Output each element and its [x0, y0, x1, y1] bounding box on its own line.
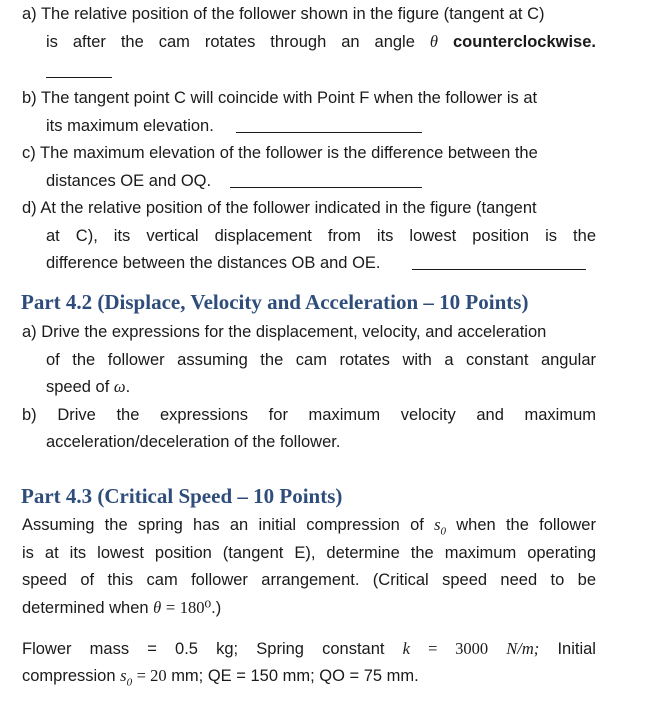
item-prefix: b): [22, 406, 37, 424]
item-text: The tangent point C will coincide with Point F when the follower is at: [40, 89, 538, 107]
theta-symbol: θ: [429, 32, 438, 51]
item-text: The maximum elevation of the follower is the difference between the: [40, 144, 538, 162]
k-unit: N/m;: [506, 639, 540, 658]
item-prefix: c): [22, 144, 36, 162]
given-line2: [22, 666, 419, 692]
answer-blank-a[interactable]: [46, 63, 112, 78]
item-prefix: a): [22, 5, 37, 23]
item-prefix: d): [22, 199, 37, 217]
equals-sign: =: [165, 598, 176, 617]
s0-symbol: $s_0$: [120, 666, 133, 689]
paragraph-text: Assuming the spring has an initial compression of: [22, 516, 424, 534]
item-text: At the relative position of the follower indicated in the figure (tangent: [40, 199, 537, 217]
angle-value: 180⁰: [179, 598, 212, 617]
omega-symbol: ω: [113, 377, 126, 396]
item-text: speed of: [46, 378, 110, 396]
item-d-line2: [46, 226, 596, 246]
item-text: difference between the distances OB and OE.: [46, 254, 381, 272]
given-text: compression: [22, 667, 116, 685]
p43-line2: [22, 543, 596, 563]
p42-a-line2: [46, 350, 596, 370]
p43-line1: [22, 515, 596, 541]
given-line1: [22, 639, 596, 659]
item-text: at C), its vertical displacement from its lowest position is the: [46, 227, 596, 245]
p42-b-line2: [46, 432, 340, 452]
k-value: = 3000: [428, 639, 489, 658]
item-text: .: [125, 378, 131, 396]
item-text: its maximum elevation.: [46, 117, 214, 135]
part-4-2-heading: Part 4.2 (Displace, Velocity and Acceleration – 10 Points): [21, 290, 529, 314]
given-text: Flower mass = 0.5 kg; Spring constant: [22, 640, 385, 658]
s0-symbol: $s_0$: [434, 515, 447, 538]
given-text: mm; QE = 150 mm; QO = 75 mm.: [171, 667, 419, 685]
item-text: Drive the expressions for the displacement, velocity, and acceleration: [41, 323, 547, 341]
item-text: distances OE and OQ.: [46, 172, 212, 190]
answer-blank-d[interactable]: [412, 255, 586, 270]
given-text: Initial: [557, 640, 596, 658]
bold-text: counterclockwise.: [452, 33, 596, 51]
paragraph-text: when the follower: [456, 516, 596, 534]
item-text: is after the cam rotates through an angle: [46, 33, 415, 51]
item-text: acceleration/deceleration of the follower.: [46, 433, 341, 451]
item-text: The relative position of the follower shown in the figure (tangent at C): [40, 5, 545, 23]
answer-blank-c[interactable]: [230, 173, 422, 188]
s0-value: = 20: [136, 666, 167, 685]
item-c-line1: [22, 143, 538, 163]
item-prefix: a): [22, 323, 37, 341]
item-c-line2: [46, 171, 211, 191]
paragraph-text: is at its lowest position (tangent E), determine the maximum operating: [22, 544, 596, 562]
item-d-line3: [46, 253, 381, 273]
part-4-3-heading: Part 4.3 (Critical Speed – 10 Points): [21, 484, 343, 508]
item-prefix: b): [22, 89, 37, 107]
k-symbol: k: [402, 639, 410, 658]
p43-line3: [22, 570, 596, 590]
item-a-line1: [22, 4, 545, 24]
theta-symbol: θ: [153, 598, 162, 617]
item-text: Drive the expressions for maximum velocity and maximum: [57, 406, 596, 424]
p43-line4: [22, 598, 221, 618]
p42-b-line1: [22, 405, 596, 425]
item-b-line2: [46, 116, 214, 136]
paragraph-text: determined when: [22, 599, 149, 617]
item-d-line1: [22, 198, 537, 218]
p42-a-line1: [22, 322, 546, 342]
p42-a-line3: [46, 377, 130, 397]
item-b-line1: [22, 88, 537, 108]
answer-blank-b[interactable]: [236, 118, 422, 133]
paragraph-text: .): [211, 599, 222, 617]
paragraph-text: speed of this cam follower arrangement. (Critical speed need to be: [22, 571, 596, 589]
item-a-line2: [46, 32, 596, 52]
item-text: of the follower assuming the cam rotates with a constant angular: [46, 351, 596, 369]
